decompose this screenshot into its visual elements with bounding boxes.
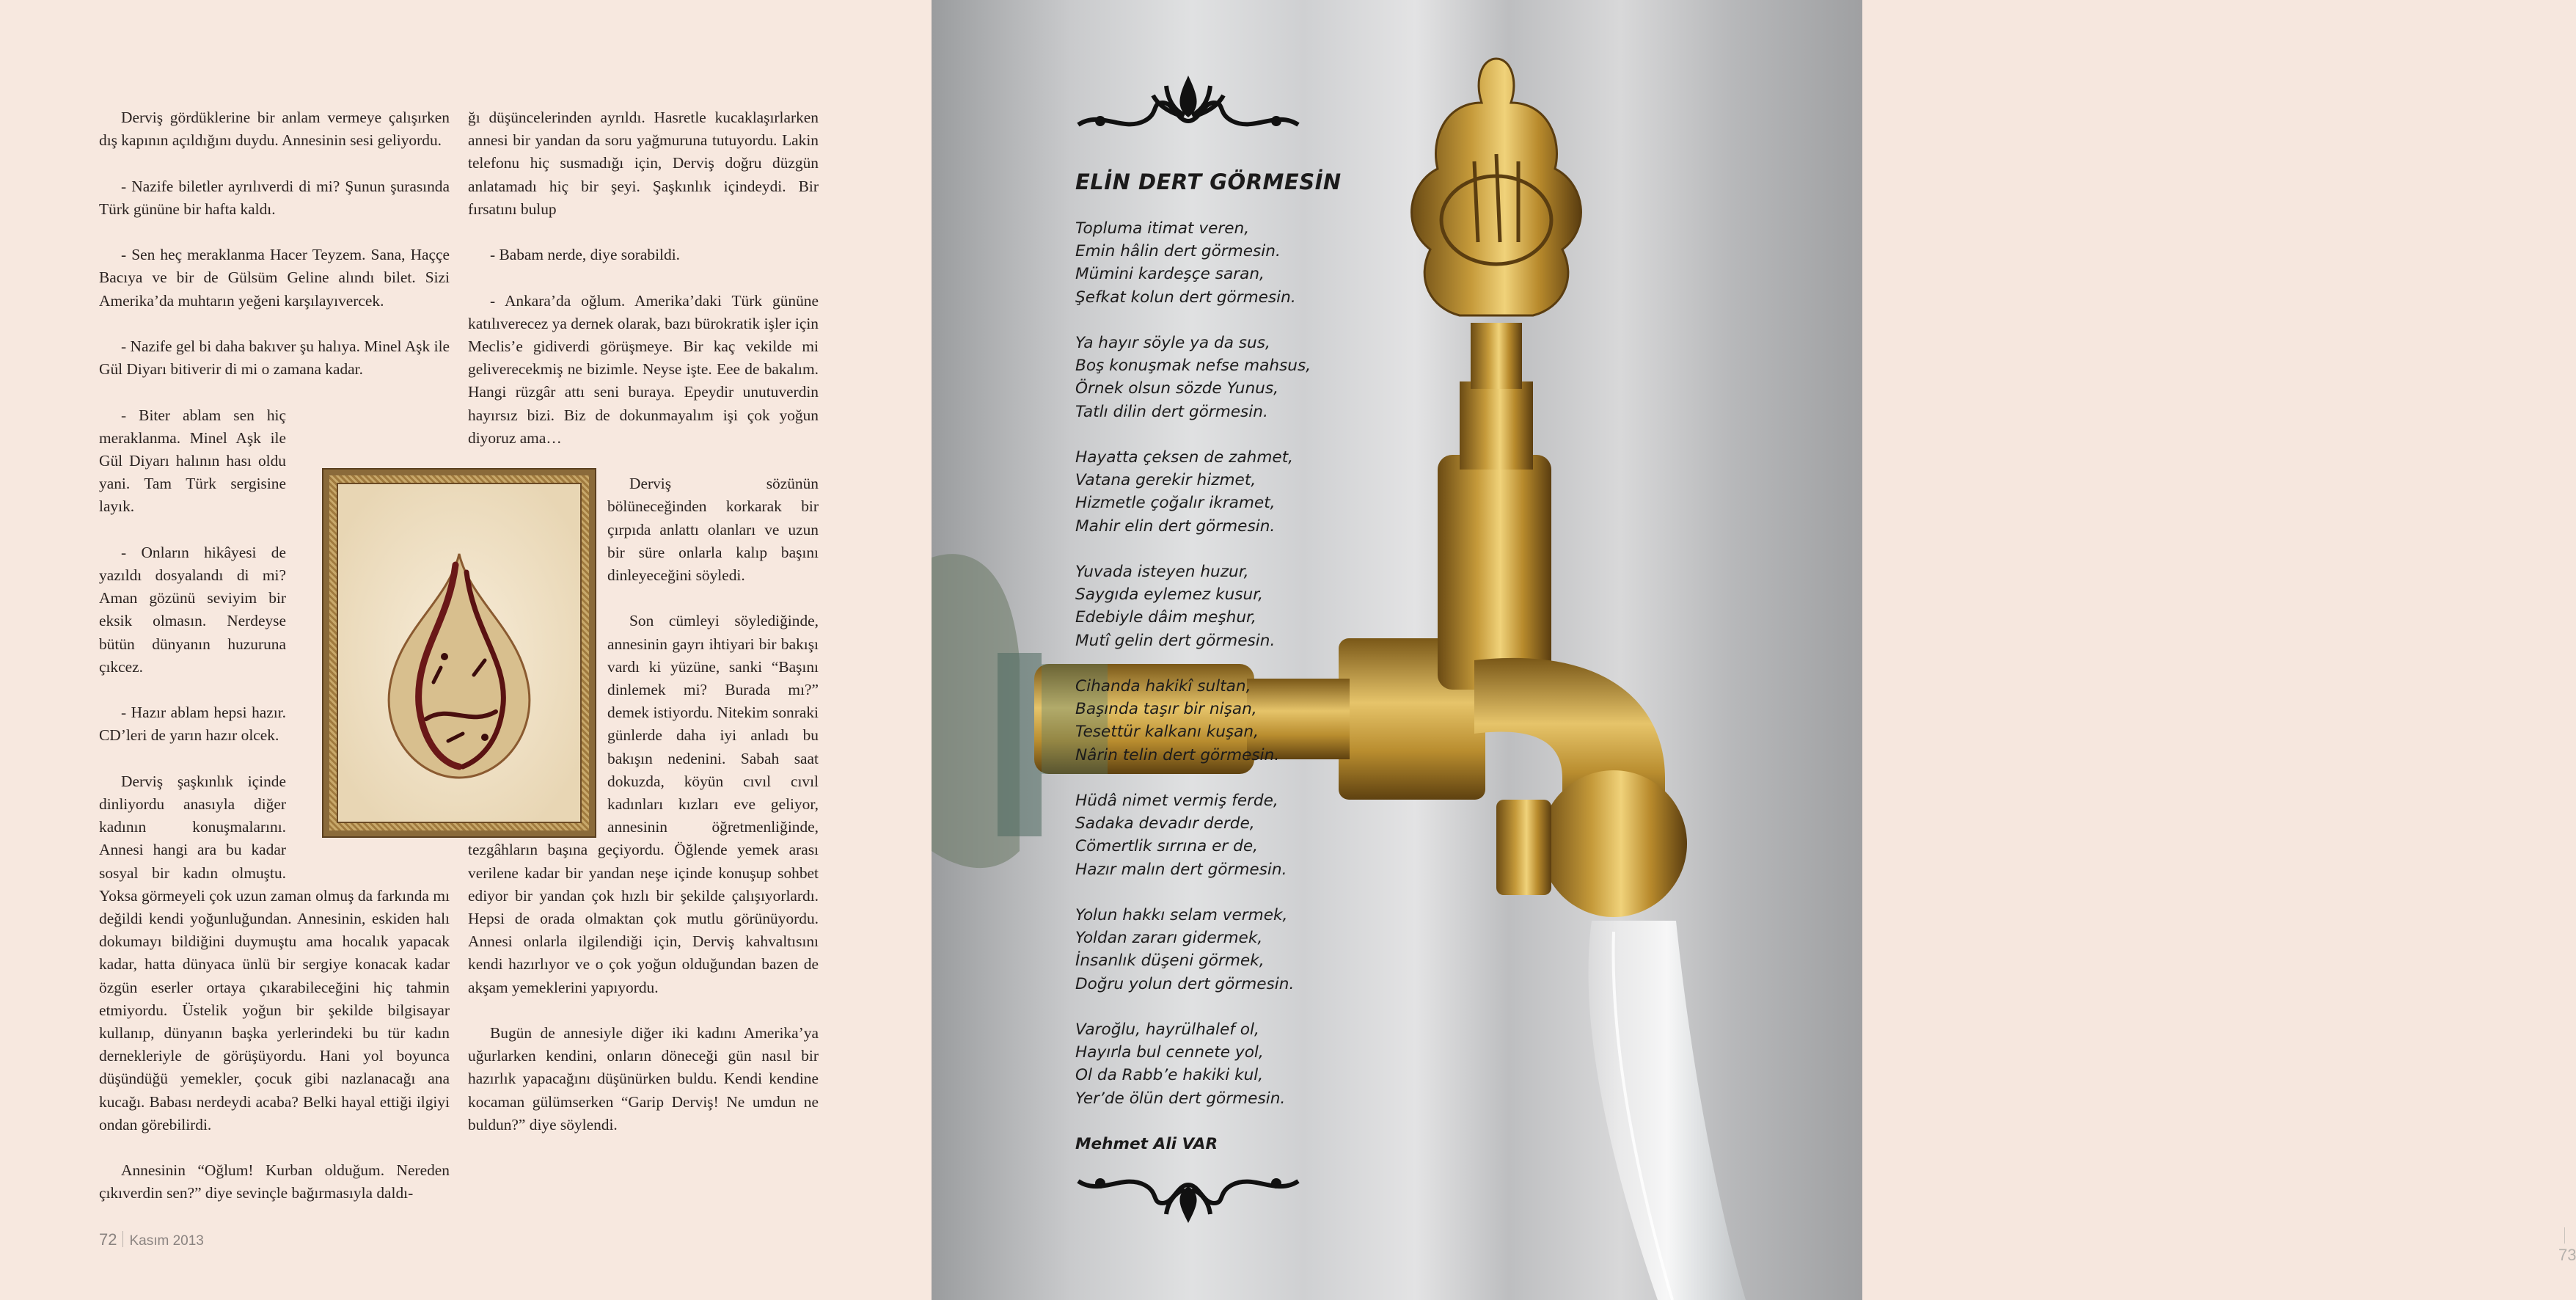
- poem-line: Hizmetle çoğalır ikramet,: [1075, 494, 1276, 513]
- poem-stanza: [1075, 904, 1383, 996]
- poem-stanza: [1075, 789, 1383, 881]
- paragraph: - Biter ablam sen hiç meraklanma. Minel Aşk ile Gül Diyarı halının hası oldu yani. Tam Türk sergisine layık.: [99, 406, 286, 516]
- poem-title: ELİN DERT GÖRMESİN: [1075, 169, 1342, 194]
- poem-stanza: [1075, 446, 1383, 538]
- page-number: 73: [2558, 1246, 2576, 1264]
- poem-stanza: [1075, 1018, 1383, 1110]
- poem-line: Saygıda eylemez kusur,: [1075, 585, 1263, 605]
- poem-line: Ol da Rabb’e hakiki kul,: [1075, 1066, 1264, 1085]
- poem-line: Mutî gelin dert görmesin.: [1075, 631, 1276, 650]
- poem-line: Hazır malın dert görmesin.: [1075, 860, 1287, 879]
- paragraph: - Nazife gel bi daha bakıver şu halıya. Minel Aşk ile Gül Diyarı bitiverir di mi o zamana kadar.: [99, 337, 450, 379]
- poem-line: Yuvada isteyen huzur,: [1075, 563, 1249, 581]
- poem-stanza: [1075, 217, 1383, 309]
- page-number: 72: [99, 1230, 117, 1249]
- footer-divider: [122, 1231, 123, 1247]
- left-page: [0, 0, 932, 1300]
- paragraph: - Nazife biletler ayrılıverdi di mi? Şunun şurasında Türk gününe bir hafta kaldı.: [99, 177, 450, 218]
- paragraph: Annesinin “Oğlum! Kurban olduğum. Nereden çıkıverdin sen?” diye sevinçle bağırmasıyla daldı-: [99, 1161, 450, 1202]
- poem-line: Emin hâlin dert görmesin.: [1075, 242, 1281, 261]
- poem-stanza: [1075, 675, 1383, 767]
- right-page: [932, 0, 2576, 1300]
- poem-line: Mahir elin dert görmesin.: [1075, 516, 1276, 536]
- paragraph: ğı düşüncelerinden ayrıldı. Hasretle kucaklaşırlarken annesi bir yandan da soru yağmuruna tutuyordu. Lakin telefonu hiç susmadığı için, Derviş doğru düzgün anlatamadı hiç bir şeyi. Şaşkınlık içindeydi. Bir fırsatını bulup: [468, 109, 819, 218]
- paragraph: Son cümleyi söylediğinde, annesinin gayrı ihtiyari bir bakışı vardı ki yüzüne, sanki “Başını dinlemek mi? Burada mı?” demek istiyordu. Nitekim sonraki günlerde daha iyi anladı bu bakışın nedenini. Sabah saat dokuzda, köyün cıvıl cıvıl kadınları kızları eve geliyor, annesinin öğretmenliğinde, tezgâhların başına geçiyordu. Öğlende yemek arası verilene kadar bir yandan neşe içinde konuşup sohbet ediyor bir yandan çok hızlı bir şekilde çalışıyorlardı. Hepsi de orada olmaktan çok mutlu görünüyordu. Annesi onlarla ilgilendiği için, Derviş kahvaltısını kendi hazırlıyor ve o çok yoğun olduğundan bazen de akşam yemeklerini yapıyordu.: [468, 612, 819, 996]
- paragraph: - Sen heç meraklanma Hacer Teyzem. Sana, Haççe Bacıya ve bir de Gülsüm Geline alındı bilet. Sizi Amerika’da muhtarın yeğeni karşılayıvercek.: [99, 246, 450, 310]
- paragraph: Derviş gördüklerine bir anlam vermeye çalışırken dış kapının açıldığını duydu. Annesinin sesi geliyordu.: [99, 109, 450, 150]
- poem-line: Hüdâ nimet vermiş ferde,: [1075, 792, 1278, 810]
- poem-line: Ya hayır söyle ya da sus,: [1075, 334, 1270, 352]
- poem-line: Vatana gerekir hizmet,: [1075, 471, 1256, 490]
- poem-line: Boş konuşmak nefse mahsus,: [1075, 357, 1311, 376]
- calligraphy-frame: [322, 468, 596, 838]
- paragraph: Bugün de annesiyle diğer iki kadını Amerika’ya uğurlarken kendini, onların döneceği gün nasıl bir hazırlık yapacağını düşünürken buldu. Kendi kendine kocaman gülümserken “Garip Derviş! Ne umdun ne buldun?” diye söylendi.: [468, 1024, 819, 1133]
- poem-author: Mehmet Ali VAR: [1075, 1135, 1218, 1153]
- poem-line: Hayırla bul cennete yol,: [1075, 1043, 1264, 1062]
- poem-line: Örnek olsun sözde Yunus,: [1075, 379, 1278, 398]
- poem-line: Topluma itimat veren,: [1075, 219, 1250, 238]
- poem-line: Cömertlik sırrına er de,: [1075, 837, 1258, 856]
- poem-line: Yolun hakkı selam vermek,: [1075, 906, 1288, 924]
- paragraph: - Ankara’da oğlum. Amerika’daki Türk gününe katılıverecez ya dernek olarak, bazı bürokratik işler için Meclis’e gidiverdi görüşmeye. Bir kaç vekilde mi geliverecekmiş ne bizimle. Neyse işte. Eee de bakalım. Hangi rüzgâr attı seni buraya. Epeydir unutuverdin hayırsız bizi. Biz de dokunmayalım işi çok yoğun diyoruz ama…: [468, 291, 819, 447]
- poem-line: Yoldan zararı gidermek,: [1075, 929, 1263, 948]
- ornament-bottom-icon: [1071, 1163, 1306, 1229]
- calligraphy-image: [337, 483, 582, 823]
- poem-line: Doğru yolun dert görmesin.: [1075, 974, 1295, 993]
- page-footer: [99, 1230, 204, 1249]
- paragraph: Derviş şaşkınlık içinde dinliyordu anasıyla diğer kadının konuşmalarını. Annesi hangi ara bu kadar sosyal bir kadın olmuştu. Yoksa görmeyeli çok uzun zaman olmuş da farkında mı değildi kendi yoğunluğundan. Annesinin, eskiden halı dokumayı bildiğini duymuştu ama hocalık yapacak kadar, hatta dünyaca ünlü bir sergiye konacak kadar özgün eserler ortaya çıkarabileceğini hiç tahmin etmiyordu. Üstelik yoğun bir şekilde bilgisayar kullanıp, dünyanın başka yerlerindeki bu tür kadın dernekleriyle de görüşüyordu. Hani yol boyunca düşündüğü yemekler, çocuk gibi nazlanacağı ana kucağı. Babası nerdeydi acaba? Belki hayal ettiği ilgiyi ondan görebilirdi.: [99, 772, 450, 1133]
- poem-line: Tatlı dilin dert görmesin.: [1075, 402, 1268, 421]
- poem-line: İnsanlık düşeni görmek,: [1075, 952, 1265, 971]
- paragraph: - Onların hikâyesi de yazıldı dosyalandı di mi? Aman gözünü seviyim bir eksik olmasın. Nerdeyse bütün dünyanın huzuruna çıkcez.: [99, 543, 286, 676]
- ornament-top-icon: [1071, 70, 1306, 136]
- brass-faucet-photo: [932, 0, 1862, 1300]
- poem-line: Hayatta çeksen de zahmet,: [1075, 448, 1294, 467]
- footer-divider: [2564, 1227, 2565, 1244]
- poem-line: Sadaka devadır derde,: [1075, 814, 1255, 833]
- paragraph: Derviş sözünün bölüneceğinden korkarak bir çırpıda anlattı olanları ve uzun bir süre onlarla kalıp başını dinleyeceğini söyledi.: [607, 475, 819, 585]
- poem-line: Mümini kardeşçe saran,: [1075, 265, 1265, 284]
- issue-date: Kasım 2013: [129, 1233, 204, 1249]
- poem-line: Cihanda hakikî sultan,: [1075, 677, 1251, 695]
- calligraphy-drop-icon: [338, 484, 580, 822]
- poem-line: Edebiyle dâim meşhur,: [1075, 608, 1256, 627]
- poem-stanza: [1075, 560, 1383, 652]
- poem-line: Nârin telin dert görmesin.: [1075, 745, 1280, 764]
- poem-line: Başında taşır bir nişan,: [1075, 700, 1257, 719]
- poem-stanza: [1075, 332, 1383, 423]
- paragraph: - Babam nerde, diye sorabildi.: [490, 246, 680, 264]
- poem-block: [1075, 167, 1383, 1155]
- poem-line: Varoğlu, hayrülhalef ol,: [1075, 1020, 1259, 1039]
- poem-line: Tesettür kalkanı kuşan,: [1075, 723, 1259, 742]
- poem-line: Şefkat kolun dert görmesin.: [1075, 288, 1296, 307]
- page-footer: [2558, 1227, 2576, 1265]
- poem-line: Yer’de ölün dert görmesin.: [1075, 1089, 1286, 1108]
- paragraph: - Hazır ablam hepsi hazır. CD’leri de yarın hazır olcek.: [99, 704, 286, 745]
